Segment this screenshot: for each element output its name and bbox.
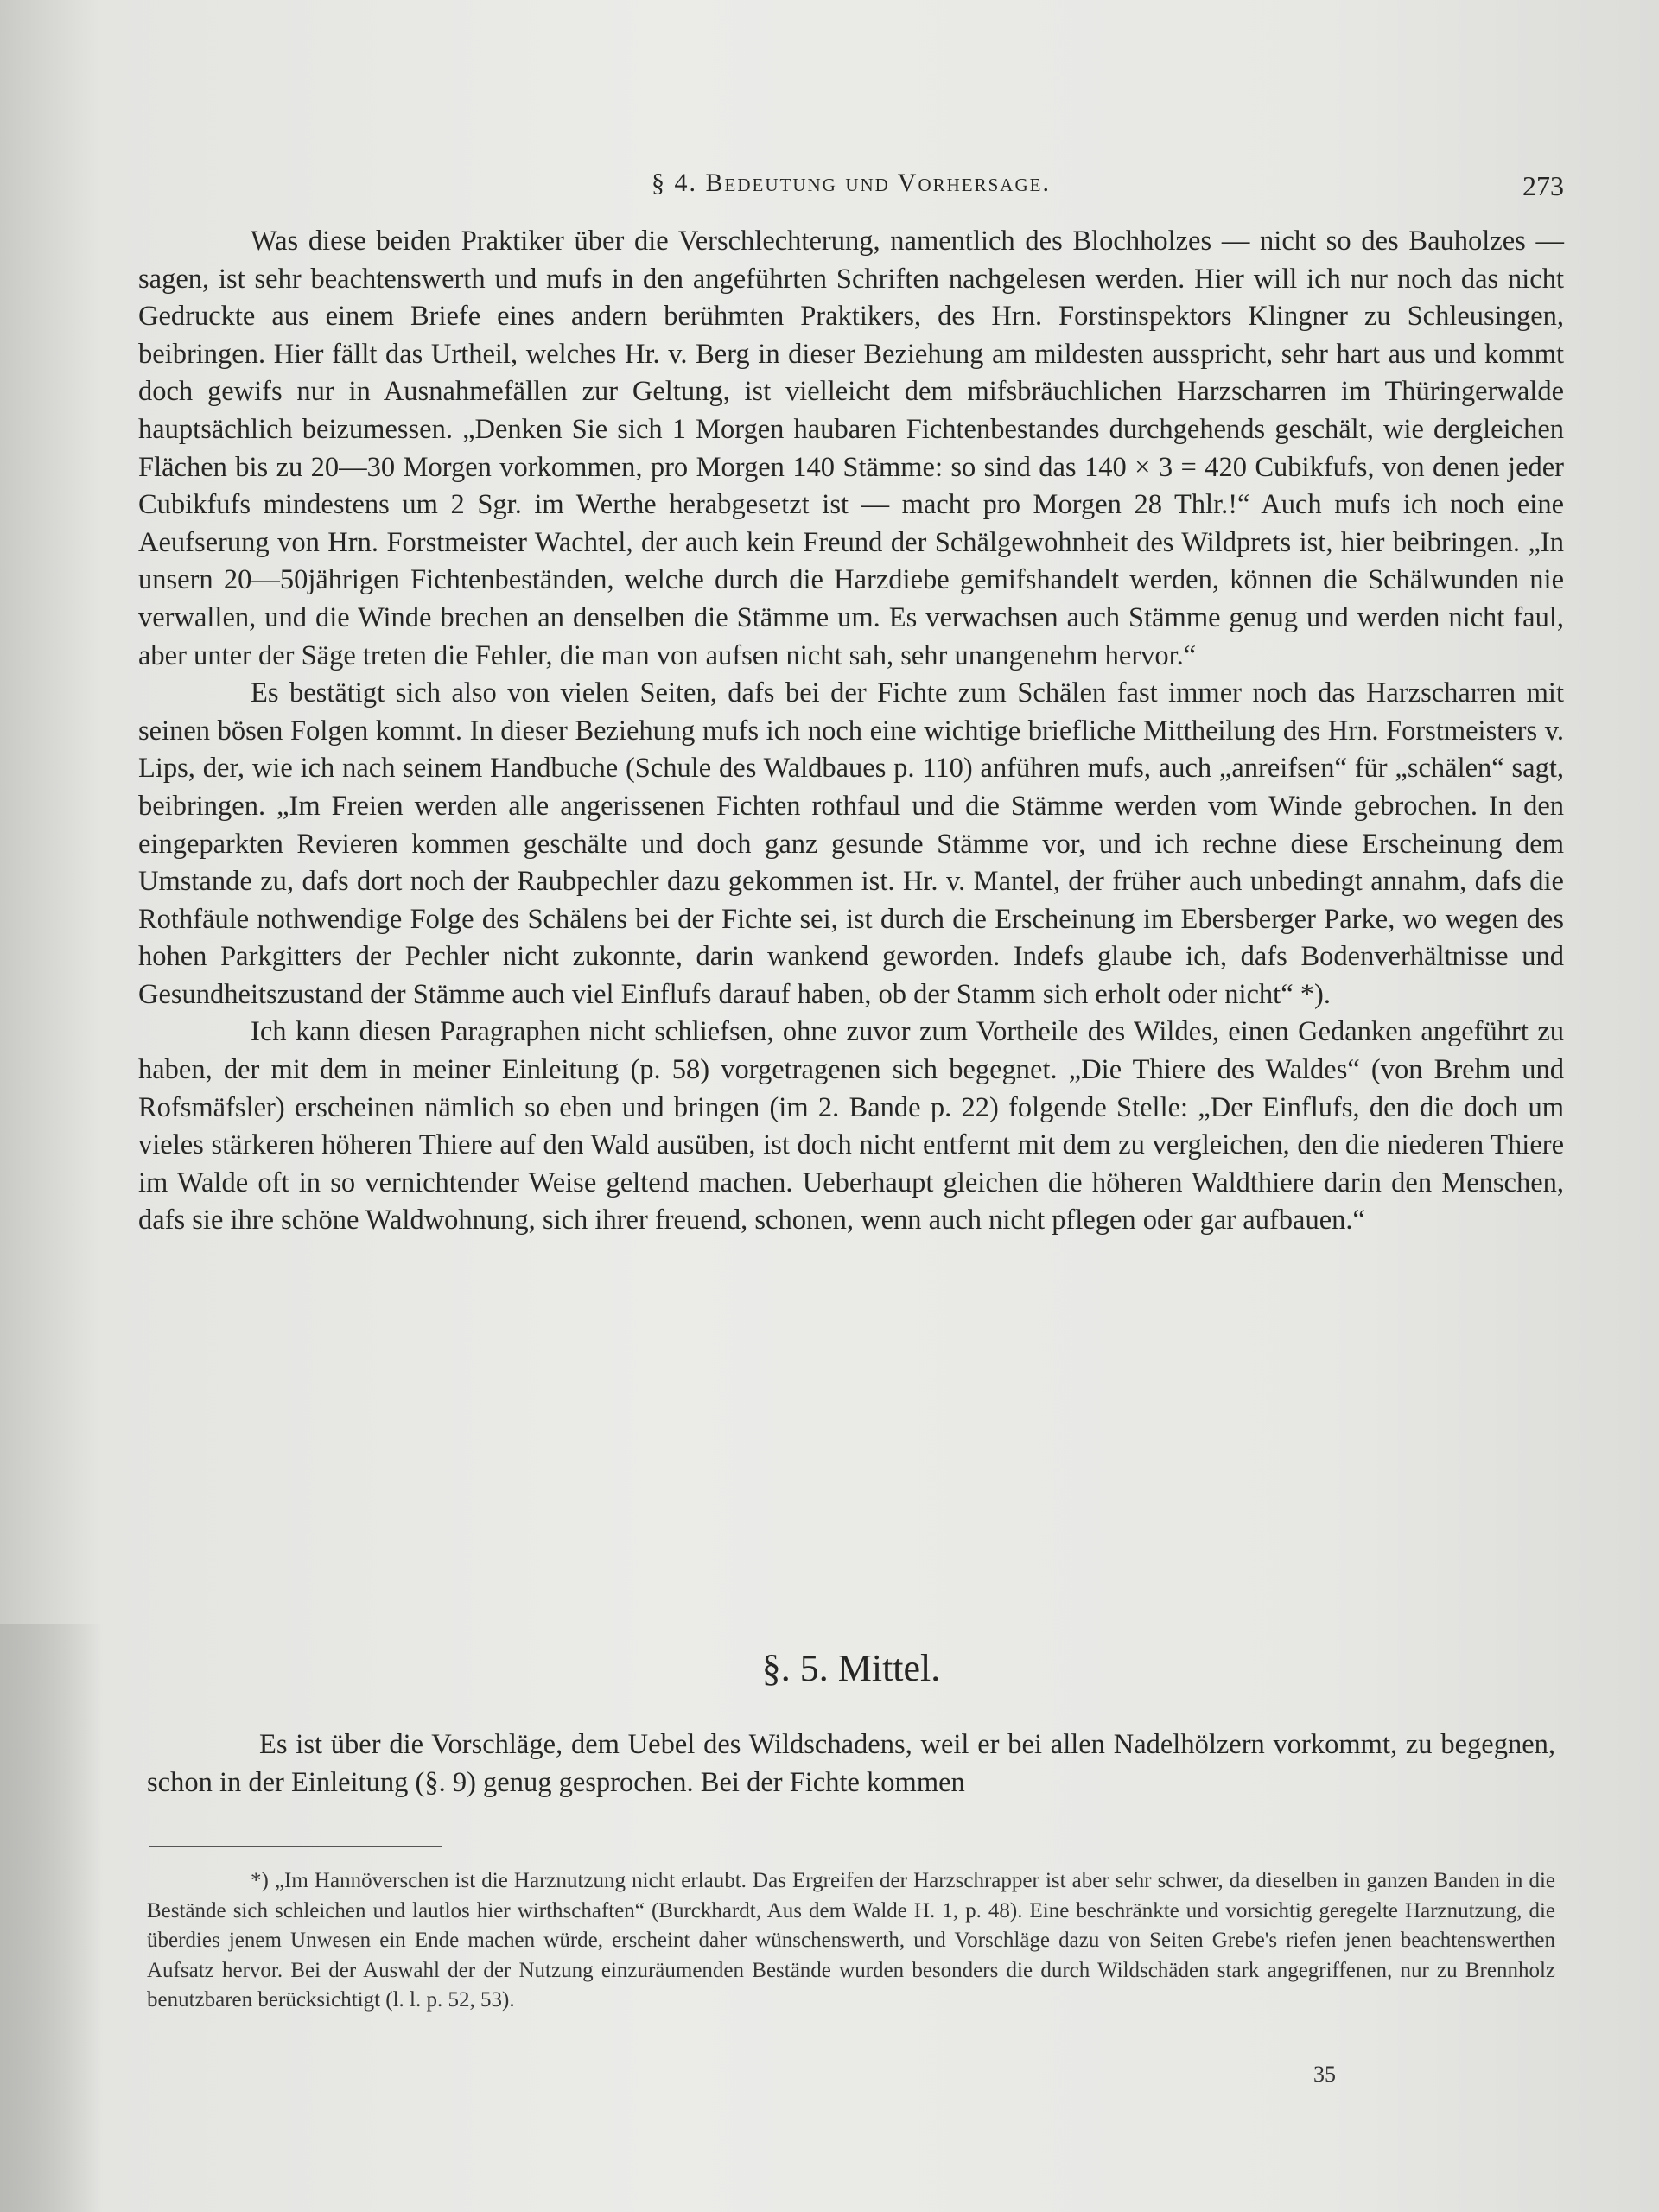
main-text xyxy=(138,223,1564,1240)
running-title: § 4. Bedeutung und Vorhersage. xyxy=(652,168,1051,197)
section-heading: §. 5. Mittel. xyxy=(761,1647,941,1689)
section-text xyxy=(147,1726,1555,1802)
signature-mark: 35 xyxy=(1313,2062,1336,2087)
running-header xyxy=(138,168,1564,212)
footnote: *) „Im Hannöverschen ist die Harznutzung nicht erlaubt. Das Ergreifen der Harzschrapper ist aber sehr schwer, da dieselben in ganzen Banden in die Bestände sich schleichen und lautlos hier wirthschaften“ (Burckhardt, Aus dem Walde H. 1, p. 48). Eine beschränkte und vorsichtig geregelte Harznutzung, die überdies jenem Unwesen ein Ende machen würde, erscheint daher wünschenswerth, und Vorschläge dazu von Seiten Grebe's riefen jenen beachtenswerthen Aufsatz hervor. Bei der Auswahl der der Nutzung einzuräumenden Bestände wurden besonders die durch Wildschäden stark angegriffenen, nur zu Brennholz benutzbaren berücksichtigt (l. l. p. 52, 53). xyxy=(147,1869,1555,2012)
paragraph: Es ist über die Vorschläge, dem Uebel des Wildschadens, weil er bei allen Nadelhölzern vorkommt, zu begegnen, schon in der Einleitung (§. 9) genug gesprochen. Bei der Fichte kommen xyxy=(147,1729,1555,1798)
footnote-rule xyxy=(149,1846,442,1847)
page-number: 273 xyxy=(1522,170,1564,201)
paragraph: Ich kann diesen Paragraphen nicht schliefsen, ohne zuvor zum Vortheile des Wildes, einen Gedanken angeführt zu haben, der mit dem in meiner Einleitung (p. 58) vorgetragenen sich begegnet. „Die Thiere des Waldes“ (von Brehm und Rofsmäfsler) erscheinen nämlich so eben und bringen (im 2. Bande p. 22) folgende Stelle: „Der Einflufs, den die doch um vieles stärkeren höheren Thiere auf den Wald ausüben, ist doch nicht entfernt mit dem zu vergleichen, den die niederen Thiere im Walde oft in so vernichtender Weise geltend machen. Ueberhaupt gleichen die höheren Waldthiere darin den Menschen, dafs sie ihre schöne Waldwohnung, sich ihrer freuend, schonen, wenn auch nicht pflegen oder gar aufbauen.“ xyxy=(138,1016,1564,1236)
paragraph: Was diese beiden Praktiker über die Verschlechterung, namentlich des Blochholzes — nicht so des Bauholzes — sagen, ist sehr beachtenswerth und mufs in den angeführten Schriften nachgelesen werden. Hier will ich nur noch das nicht Gedruckte aus einem Briefe eines andern berühmten Praktikers, des Hrn. Forstinspektors Klingner zu Schleusingen, beibringen. Hier fällt das Urtheil, welches Hr. v. Berg in dieser Beziehung am mildesten ausspricht, sehr hart aus und kommt doch gewifs nur in Ausnahmefällen zur Geltung, ist vielleicht dem mifsbräuchlichen Harzscharren im Thüringerwalde hauptsächlich beizumessen. „Denken Sie sich 1 Morgen haubaren Fichtenbestandes durchgehends geschält, wie dergleichen Flächen bis zu 20—30 Morgen vorkommen, pro Morgen 140 Stämme: so sind das 140 × 3 = 420 Cubikfufs, von denen jeder Cubikfufs mindestens um 2 Sgr. im Werthe herabgesetzt ist — macht pro Morgen 28 Thlr.!“ Auch mufs ich noch eine Aeufserung von Hrn. Forstmeister Wachtel, der auch kein Freund der Schälgewohnheit des Wildprets ist, hier beibringen. „In unsern 20—50jährigen Fichtenbeständen, welche durch die Harzdiebe gemifshandelt werden, können die Schälwunden nie verwallen, und die Winde brechen an denselben die Stämme um. Es verwachsen auch Stämme genug und werden nicht faul, aber unter der Säge treten die Fehler, die man von aufsen nicht sah, sehr unangenehm hervor.“ xyxy=(138,226,1564,671)
torn-paper-edge xyxy=(0,1624,104,2212)
paragraph: Es bestätigt sich also von vielen Seiten, dafs bei der Fichte zum Schälen fast immer noch das Harzscharren mit seinen bösen Folgen kommt. In dieser Beziehung mufs ich noch eine wichtige briefliche Mittheilung des Hrn. Forstmeisters v. Lips, der, wie ich nach seinem Handbuche (Schule des Waldbaues p. 110) anführen mufs, auch „anreifsen“ für „schälen“ sagt, beibringen. „Im Freien werden alle angerissenen Fichten rothfaul und die Stämme werden vom Winde gebrochen. In den eingeparkten Revieren kommen geschälte und doch ganz gesunde Stämme vor, und ich rechne diese Erscheinung dem Umstande zu, dafs dort noch der Raubpechler dazu gekommen ist. Hr. v. Mantel, der früher auch unbedingt annahm, dafs die Rothfäule nothwendige Folge des Schälens bei der Fichte sei, ist durch die Erscheinung im Ebersberger Parke, wo wegen des hohen Parkgitters der Pechler nicht zukonnte, darin wankend geworden. Indefs glaube ich, dafs Bodenverhältnisse und Gesundheitszustand der Stämme auch viel Einflufs darauf haben, ob der Stamm sich erholt oder nicht“ *). xyxy=(138,677,1564,1010)
